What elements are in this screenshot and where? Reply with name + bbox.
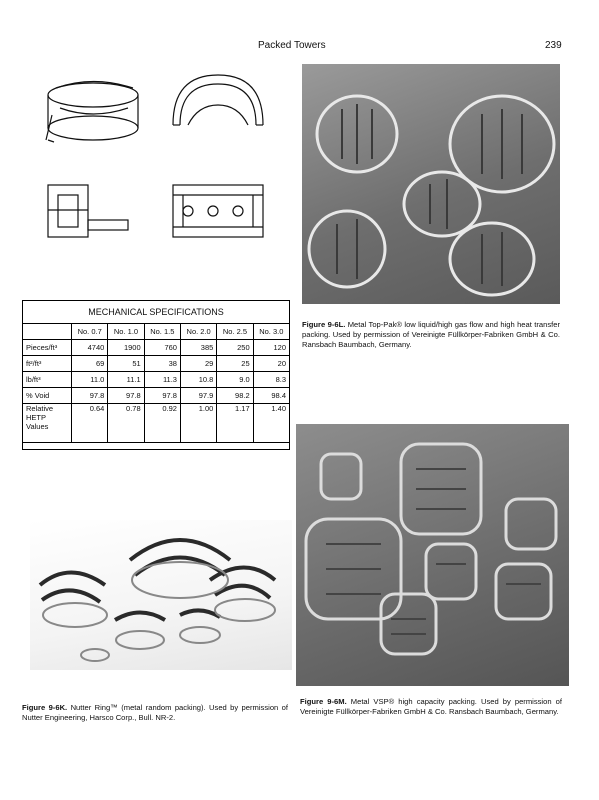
table-cell: 1900 — [108, 340, 144, 356]
figure-9-6l-label: Figure 9-6L. — [302, 320, 346, 329]
table-row — [23, 388, 290, 404]
nutter-ring-packing-photo — [30, 520, 292, 670]
figure-9-6m-label: Figure 9-6M. — [300, 697, 347, 706]
row-label: lb/ft³ — [23, 372, 72, 388]
table-cell: 11.3 — [144, 372, 180, 388]
ring-side-view-drawing-large — [173, 185, 263, 237]
table-header-row — [23, 324, 290, 340]
table-cell: 0.78 — [108, 404, 144, 443]
table-cell: 760 — [144, 340, 180, 356]
row-label: Pieces/ft³ — [23, 340, 72, 356]
figure-9-6l-caption — [302, 320, 560, 350]
table-row — [23, 372, 290, 388]
table-cell: 1.40 — [253, 404, 289, 443]
table-cell: 29 — [180, 356, 216, 372]
table-cell: 9.0 — [217, 372, 253, 388]
row-label: % Void — [23, 388, 72, 404]
table-cell: 38 — [144, 356, 180, 372]
column-header: No. 1.5 — [144, 324, 180, 340]
table-cell: 97.8 — [108, 388, 144, 404]
header-empty-cell — [23, 324, 72, 340]
figure-9-6m-caption — [300, 697, 562, 717]
table-cell: 25 — [217, 356, 253, 372]
ring-end-view-drawing — [173, 75, 263, 125]
vsp-packing-photo — [296, 424, 569, 686]
ring-perspective-drawing — [46, 82, 138, 143]
table-cell: 120 — [253, 340, 289, 356]
table-cell: 8.3 — [253, 372, 289, 388]
table-cell: 97.8 — [144, 388, 180, 404]
table-cell: 250 — [217, 340, 253, 356]
table-cell: 4740 — [72, 340, 108, 356]
figure-9-6k-caption — [22, 703, 288, 723]
table-cell: 69 — [72, 356, 108, 372]
row-label: Relative HETP Values — [23, 404, 72, 443]
table-cell: 385 — [180, 340, 216, 356]
table-cell: 20 — [253, 356, 289, 372]
table-row — [23, 340, 290, 356]
table-cell: 1.17 — [217, 404, 253, 443]
top-pak-packing-photo — [302, 64, 560, 304]
table-cell: 51 — [108, 356, 144, 372]
page-number: 239 — [545, 40, 562, 51]
column-header: No. 2.0 — [180, 324, 216, 340]
table-cell: 11.1 — [108, 372, 144, 388]
column-header: No. 2.5 — [217, 324, 253, 340]
mechanical-specifications-table — [22, 300, 290, 450]
row-label: ft²/ft³ — [23, 356, 72, 372]
table-cell: 0.64 — [72, 404, 108, 443]
figure-9-6m-text: Metal VSP® high capacity packing. Used by permission of Vereinigte Füllkörper-Fabriken GmbH & Co. Ransbach Baumbach, Germany. — [300, 697, 562, 716]
table-cell: 11.0 — [72, 372, 108, 388]
table-cell: 98.2 — [217, 388, 253, 404]
table-row — [23, 356, 290, 372]
table-cell: 10.8 — [180, 372, 216, 388]
table-row — [23, 404, 290, 443]
table-cell: 97.9 — [180, 388, 216, 404]
nutter-ring-line-drawings — [38, 70, 298, 250]
running-title: Packed Towers — [258, 40, 326, 51]
table-cell: 98.4 — [253, 388, 289, 404]
column-header: No. 0.7 — [72, 324, 108, 340]
table-cell: 1.00 — [180, 404, 216, 443]
table-cell: 0.92 — [144, 404, 180, 443]
ring-side-view-drawing-small — [48, 185, 128, 237]
figure-9-6k-label: Figure 9-6K. — [22, 703, 68, 712]
column-header: No. 3.0 — [253, 324, 289, 340]
column-header: No. 1.0 — [108, 324, 144, 340]
figure-9-6k-text: Nutter Ring™ (metal random packing). Used by permission of Nutter Engineering, Harsco Corp., Bull. NR-2. — [22, 703, 288, 722]
figure-9-6l-text: Metal Top-Pak® low liquid/high gas flow and high heat transfer packing. Used by permission of Vereinigte Füllkörper-Fabriken GmbH & Co. Ransbach Baumbach, Germany. — [302, 320, 560, 349]
table-cell: 97.8 — [72, 388, 108, 404]
table-title: MECHANICAL SPECIFICATIONS — [23, 301, 289, 324]
